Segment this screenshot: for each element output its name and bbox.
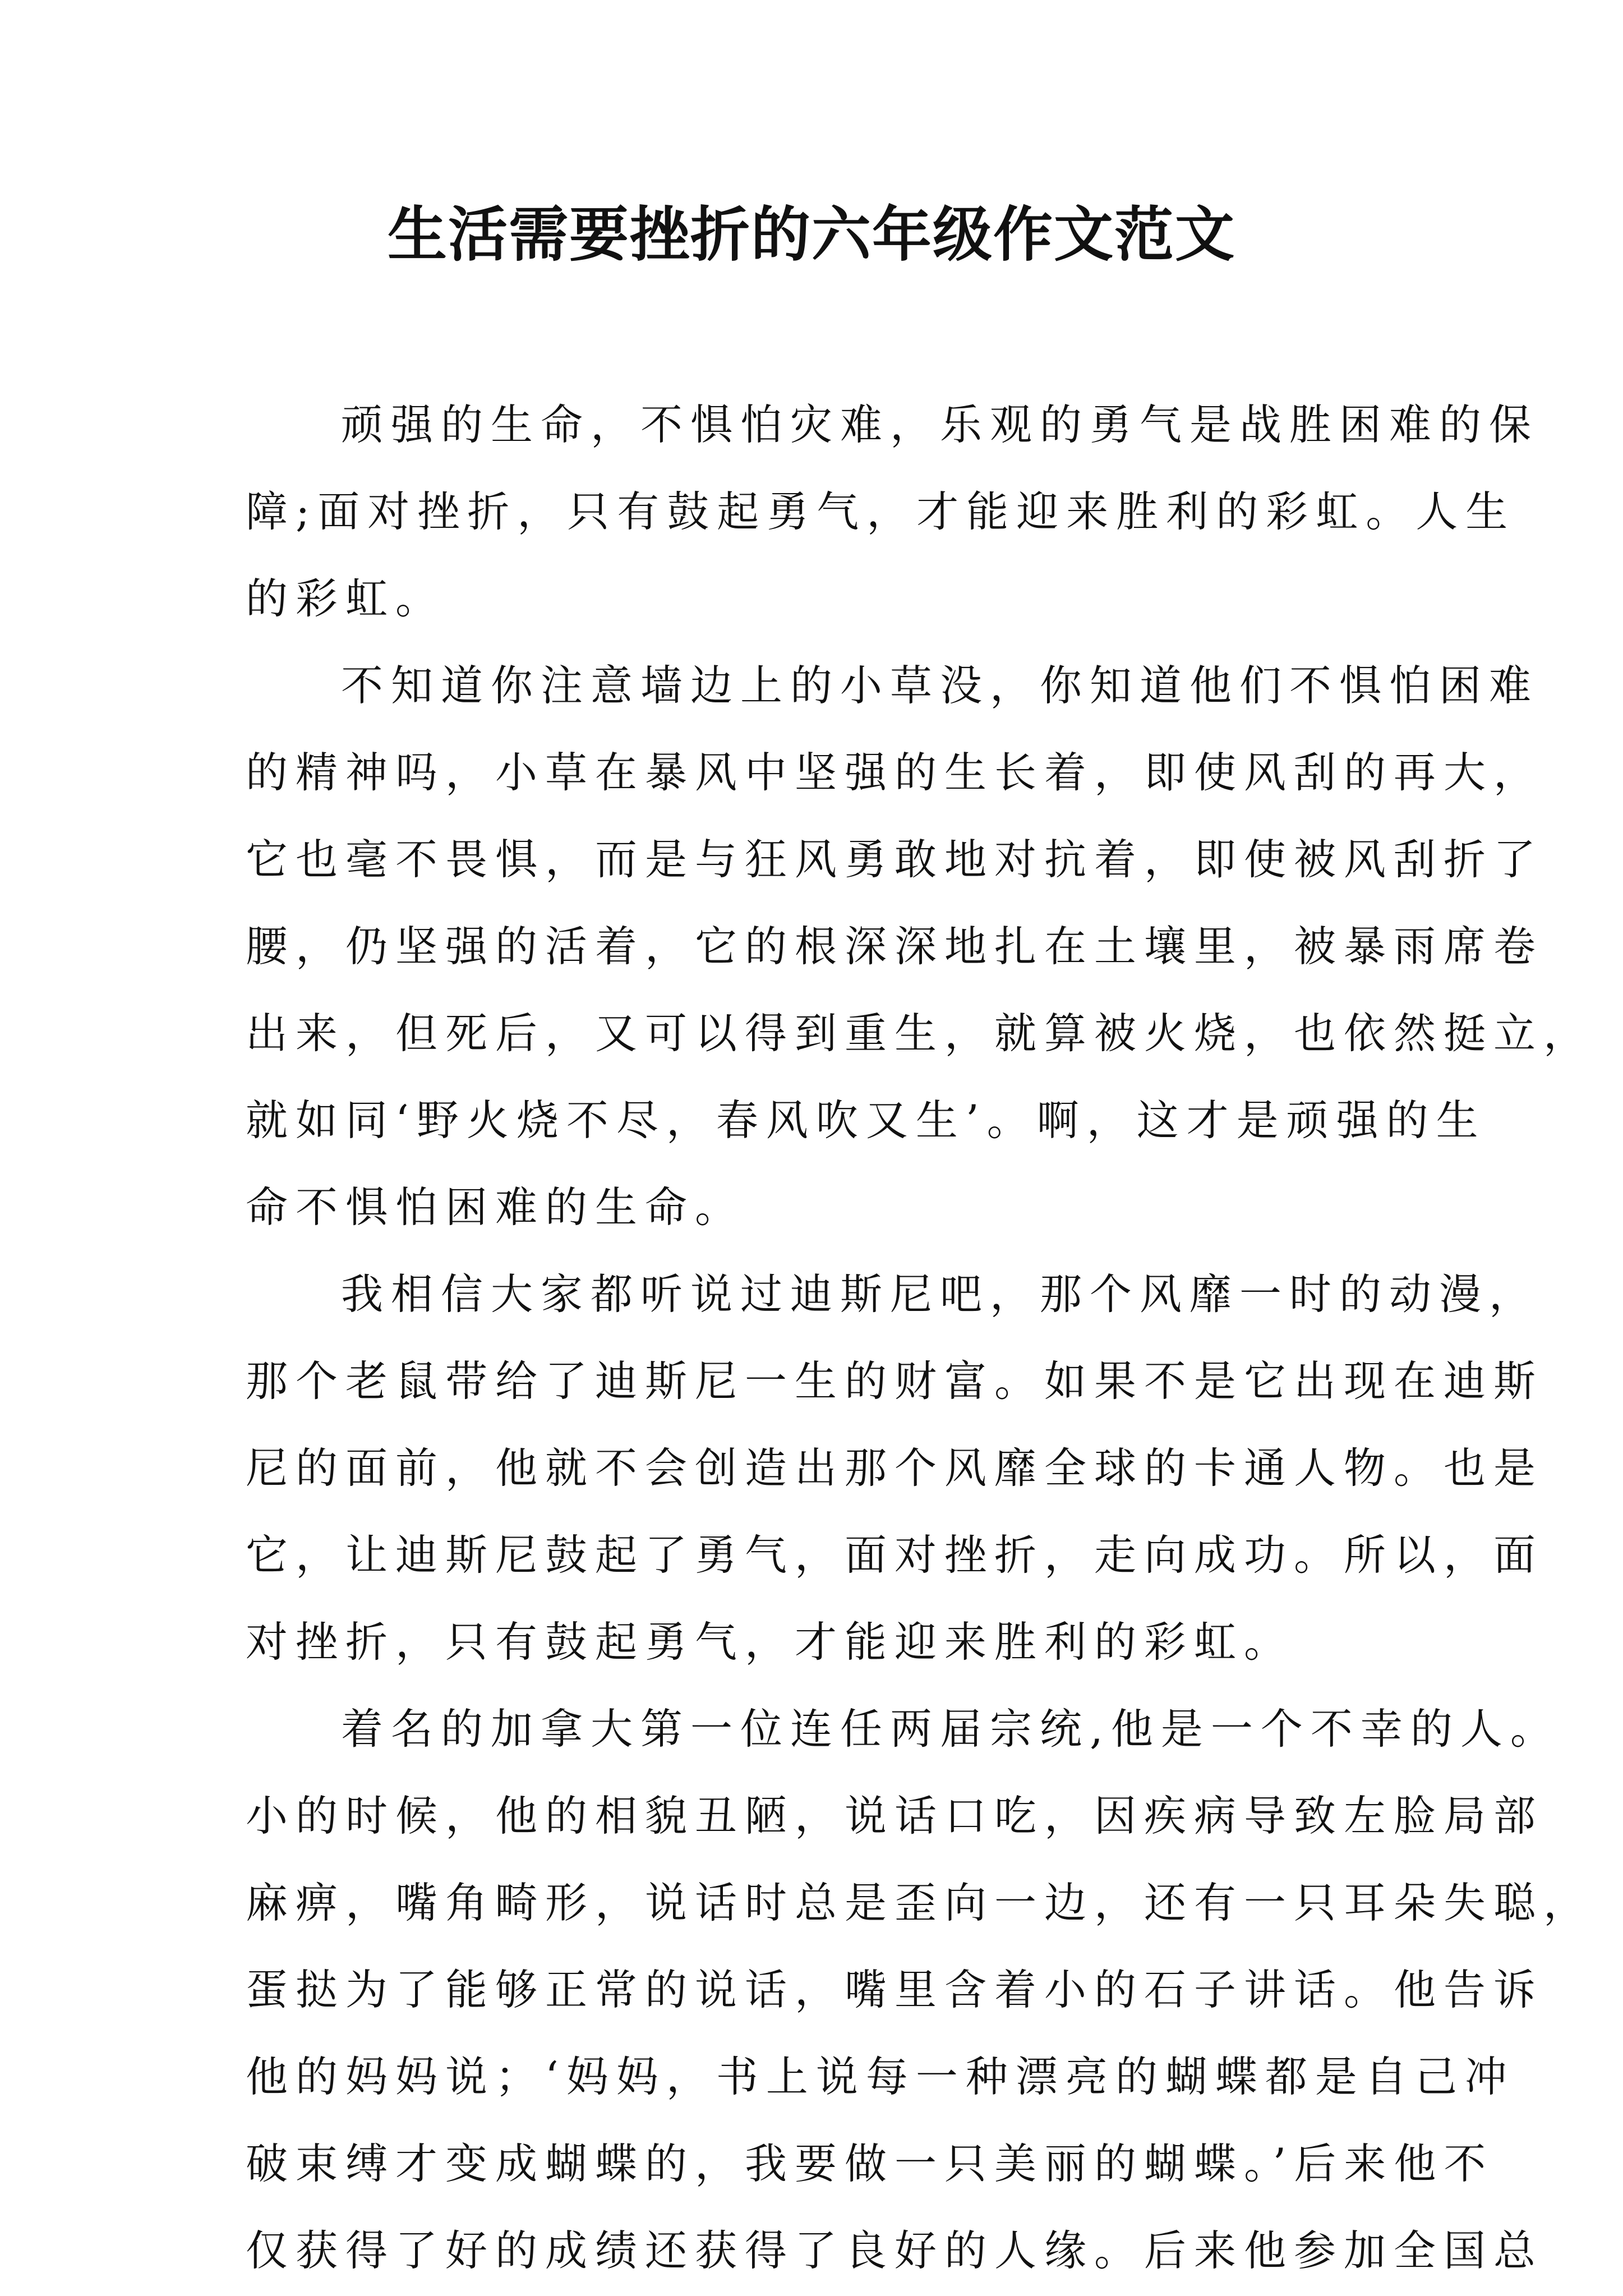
text-line: 他的妈妈说；‘妈妈，书上说每一种漂亮的蝴蝶都是自己冲: [246, 2052, 1515, 2101]
document-body: [246, 381, 1594, 2294]
text-line: 小的时候，他的相貌丑陋，说话口吃，因疾病导致左脸局部: [246, 1791, 1544, 1841]
text-line: 的精神吗，小草在暴风中坚强的生长着，即使风刮的再大，: [246, 748, 1544, 797]
text-line: 它，让迪斯尼鼓起了勇气，面对挫折，走向成功。所以，面: [246, 1530, 1544, 1580]
text-line: 出来，但死后，又可以得到重生，就算被火烧，也依然挺立，: [246, 1009, 1594, 1058]
text-line: 着名的加拿大第一位连任两届宗统,他是一个不幸的人。: [341, 1704, 1560, 1754]
text-line: 命不惧怕困难的生命。: [246, 1182, 745, 1232]
text-line: 那个老鼠带给了迪斯尼一生的财富。如果不是它出现在迪斯: [246, 1356, 1544, 1406]
text-line: 障;面对挫折，只有鼓起勇气，才能迎来胜利的彩虹。人生: [246, 487, 1516, 536]
text-line: 尼的面前，他就不会创造出那个风靡全球的卡通人物。也是: [246, 1443, 1544, 1493]
text-line: 顽强的生命，不惧怕灾难，乐观的勇气是战胜困难的保: [341, 400, 1539, 449]
paragraph: [246, 1686, 1594, 2294]
document-title: 生活需要挫折的六年级作文范文: [388, 199, 1235, 269]
text-line: 麻痹，嘴角畸形，说话时总是歪向一边，还有一只耳朵失聪，: [246, 1878, 1594, 1927]
text-line: 不知道你注意墙边上的小草没，你知道他们不惧怕困难: [341, 661, 1539, 710]
text-line: 蛋挞为了能够正常的说话，嘴里含着小的石子讲话。他告诉: [246, 1965, 1544, 2014]
text-line: 破束缚才变成蝴蝶的，我要做一只美丽的蝴蝶。’后来他不: [246, 2139, 1494, 2188]
text-line: 仅获得了好的成绩还获得了良好的人缘。后来他参加全国总: [246, 2226, 1544, 2275]
paragraph: [246, 381, 1539, 642]
text-line: 的彩虹。: [246, 574, 446, 623]
text-line: 对挫折，只有鼓起勇气，才能迎来胜利的彩虹。: [246, 1617, 1294, 1667]
text-line: 就如同‘野火烧不尽，春风吹又生’。啊，这才是顽强的生: [246, 1096, 1486, 1145]
paragraph: [246, 642, 1594, 1251]
text-line: 它也毫不畏惧，而是与狂风勇敢地对抗着，即使被风刮折了: [246, 835, 1544, 884]
text-line: 腰，仍坚强的活着，它的根深深地扎在土壤里，被暴雨席卷: [246, 922, 1544, 971]
text-line: 我相信大家都听说过迪斯尼吧，那个风靡一时的动漫，: [341, 1269, 1539, 1319]
paragraph: [246, 1251, 1544, 1686]
